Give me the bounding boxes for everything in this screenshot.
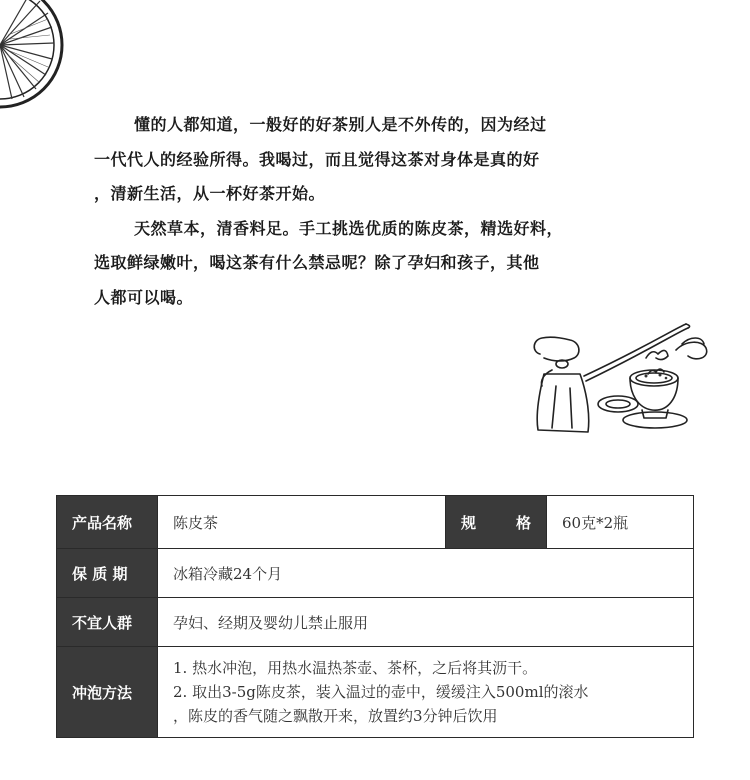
spec-label [446,496,547,549]
spec-label-char: 格 [515,513,531,532]
brewing-step: 2. 取出3-5g陈皮茶，装入温过的壶中，缓缓注入500ml的滚水 [173,683,589,701]
intro-line: ，清新生活，从一杯好茶开始。 [94,184,326,203]
intro-line: 选取鲜绿嫩叶，喝这茶有什么禁忌呢？除了孕妇和孩子，其他 [94,253,540,272]
table-row [57,549,694,598]
product-info-table [56,495,694,738]
intro-line: 懂的人都知道，一般好的好茶别人是不外传的，因为经过 [134,115,547,134]
table-row [57,598,694,647]
shelf-life-label: 保 质 期 [57,549,158,598]
table-row [57,647,694,738]
brewing-method-label: 冲泡方法 [57,647,158,738]
spec-label-char: 规 [461,513,477,532]
citrus-slice-illustration [0,0,80,115]
intro-line: 人都可以喝。 [94,287,194,307]
intro-line: 一代代人的经验所得。我喝过，而且觉得这茶对身体是真的好 [94,149,540,169]
shelf-life-value: 冰箱冷藏24个月 [158,549,694,598]
product-name-label: 产品名称 [57,496,158,549]
unsuitable-group-label: 不宜人群 [57,598,158,647]
brewing-method-value [158,647,694,738]
intro-line: 天然草本，清香料足。手工挑选优质的陈皮茶，精选好料， [134,218,564,238]
brewing-step: ，陈皮的香气随之飘散开来，放置约3分钟后饮用 [173,707,498,725]
teapot-cup-illustration [526,318,716,443]
spec-value: 60克*2瓶 [547,496,694,549]
intro-text [94,108,624,315]
product-name-value: 陈皮茶 [158,496,446,549]
table-row [57,496,694,549]
brewing-step: 1. 热水冲泡，用热水温热茶壶、茶杯，之后将其沥干。 [173,659,538,677]
unsuitable-group-value: 孕妇、经期及婴幼儿禁止服用 [158,598,694,647]
